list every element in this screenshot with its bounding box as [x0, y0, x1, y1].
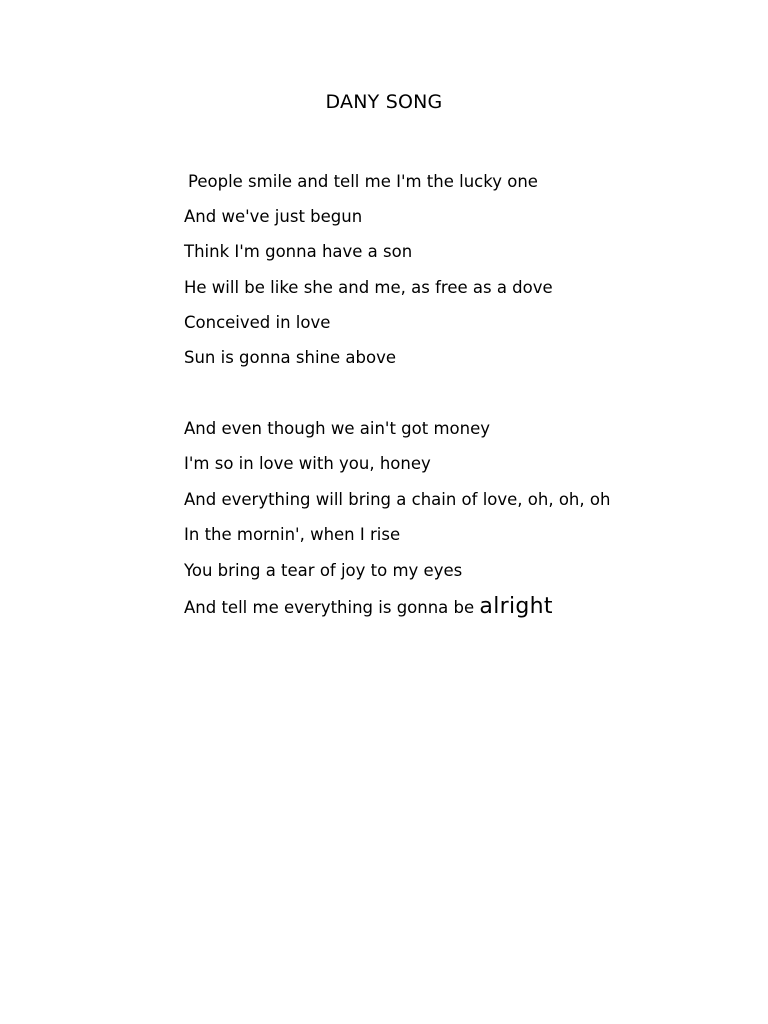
lyric-line: Sun is gonna shine above [184, 348, 396, 367]
lyric-line: And even though we ain't got money [184, 419, 491, 438]
lyric-line: You bring a tear of joy to my eyes [184, 561, 463, 580]
lyric-line: I'm so in love with you, honey [184, 454, 431, 473]
lyric-line: In the mornin', when I rise [184, 525, 401, 544]
lyric-line: Conceived in love [184, 313, 331, 332]
lyric-line-final [184, 596, 553, 619]
emphasized-word: alright [479, 594, 553, 619]
lyric-text: And tell me everything is gonna be [184, 598, 480, 617]
lyric-line: He will be like she and me, as free as a dove [184, 278, 553, 297]
lyric-line: Think I'm gonna have a son [184, 242, 413, 261]
lyric-line: People smile and tell me I'm the lucky one [188, 172, 538, 191]
lyric-line: And we've just begun [184, 207, 363, 226]
song-title: DANY SONG [325, 91, 443, 113]
lyric-line: And everything will bring a chain of love, oh, oh, oh [184, 490, 611, 509]
